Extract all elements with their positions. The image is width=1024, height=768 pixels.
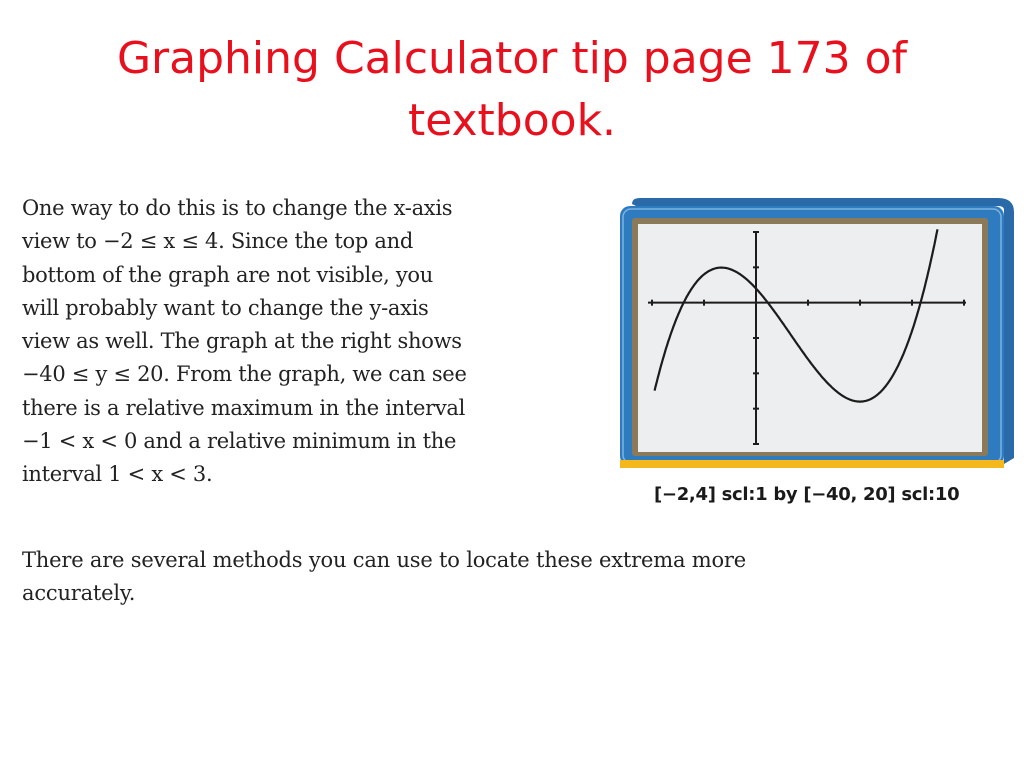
title-line-1: Graphing Calculator tip page 173 of [116,33,908,84]
paragraph-line: One way to do this is to change the x-axis [22,196,453,220]
paragraph-line: There are several methods you can use to locate these extrema more [22,548,746,572]
title-line-2: textbook. [407,95,617,146]
slide-title [60,28,964,152]
window-settings-caption: [−2,4] scl:1 by [−40, 20] scl:10 [654,484,960,505]
methods-paragraph [22,544,922,610]
paragraph-line: interval 1 < x < 3. [22,462,213,487]
bottom-strip [620,460,1004,468]
paragraph-line: view as well. The graph at the right shows [22,329,462,354]
calculator-screen-illustration [618,196,1016,468]
paragraph-line: bottom of the graph are not visible, you [22,262,433,287]
paragraph-line: will probably want to change the y-axis [22,295,429,320]
paragraph-line: −1 < x < 0 and a relative minimum in the [22,429,457,454]
paragraph-line: view to −2 ≤ x ≤ 4. Since the top and [22,229,413,254]
paragraph-line: −40 ≤ y ≤ 20. From the graph, we can see [22,362,467,387]
paragraph-line: there is a relative maximum in the interval [22,395,466,420]
calculator-graphic [618,196,1016,468]
explanation-paragraph [22,192,582,492]
paragraph-line: accurately. [22,581,136,605]
